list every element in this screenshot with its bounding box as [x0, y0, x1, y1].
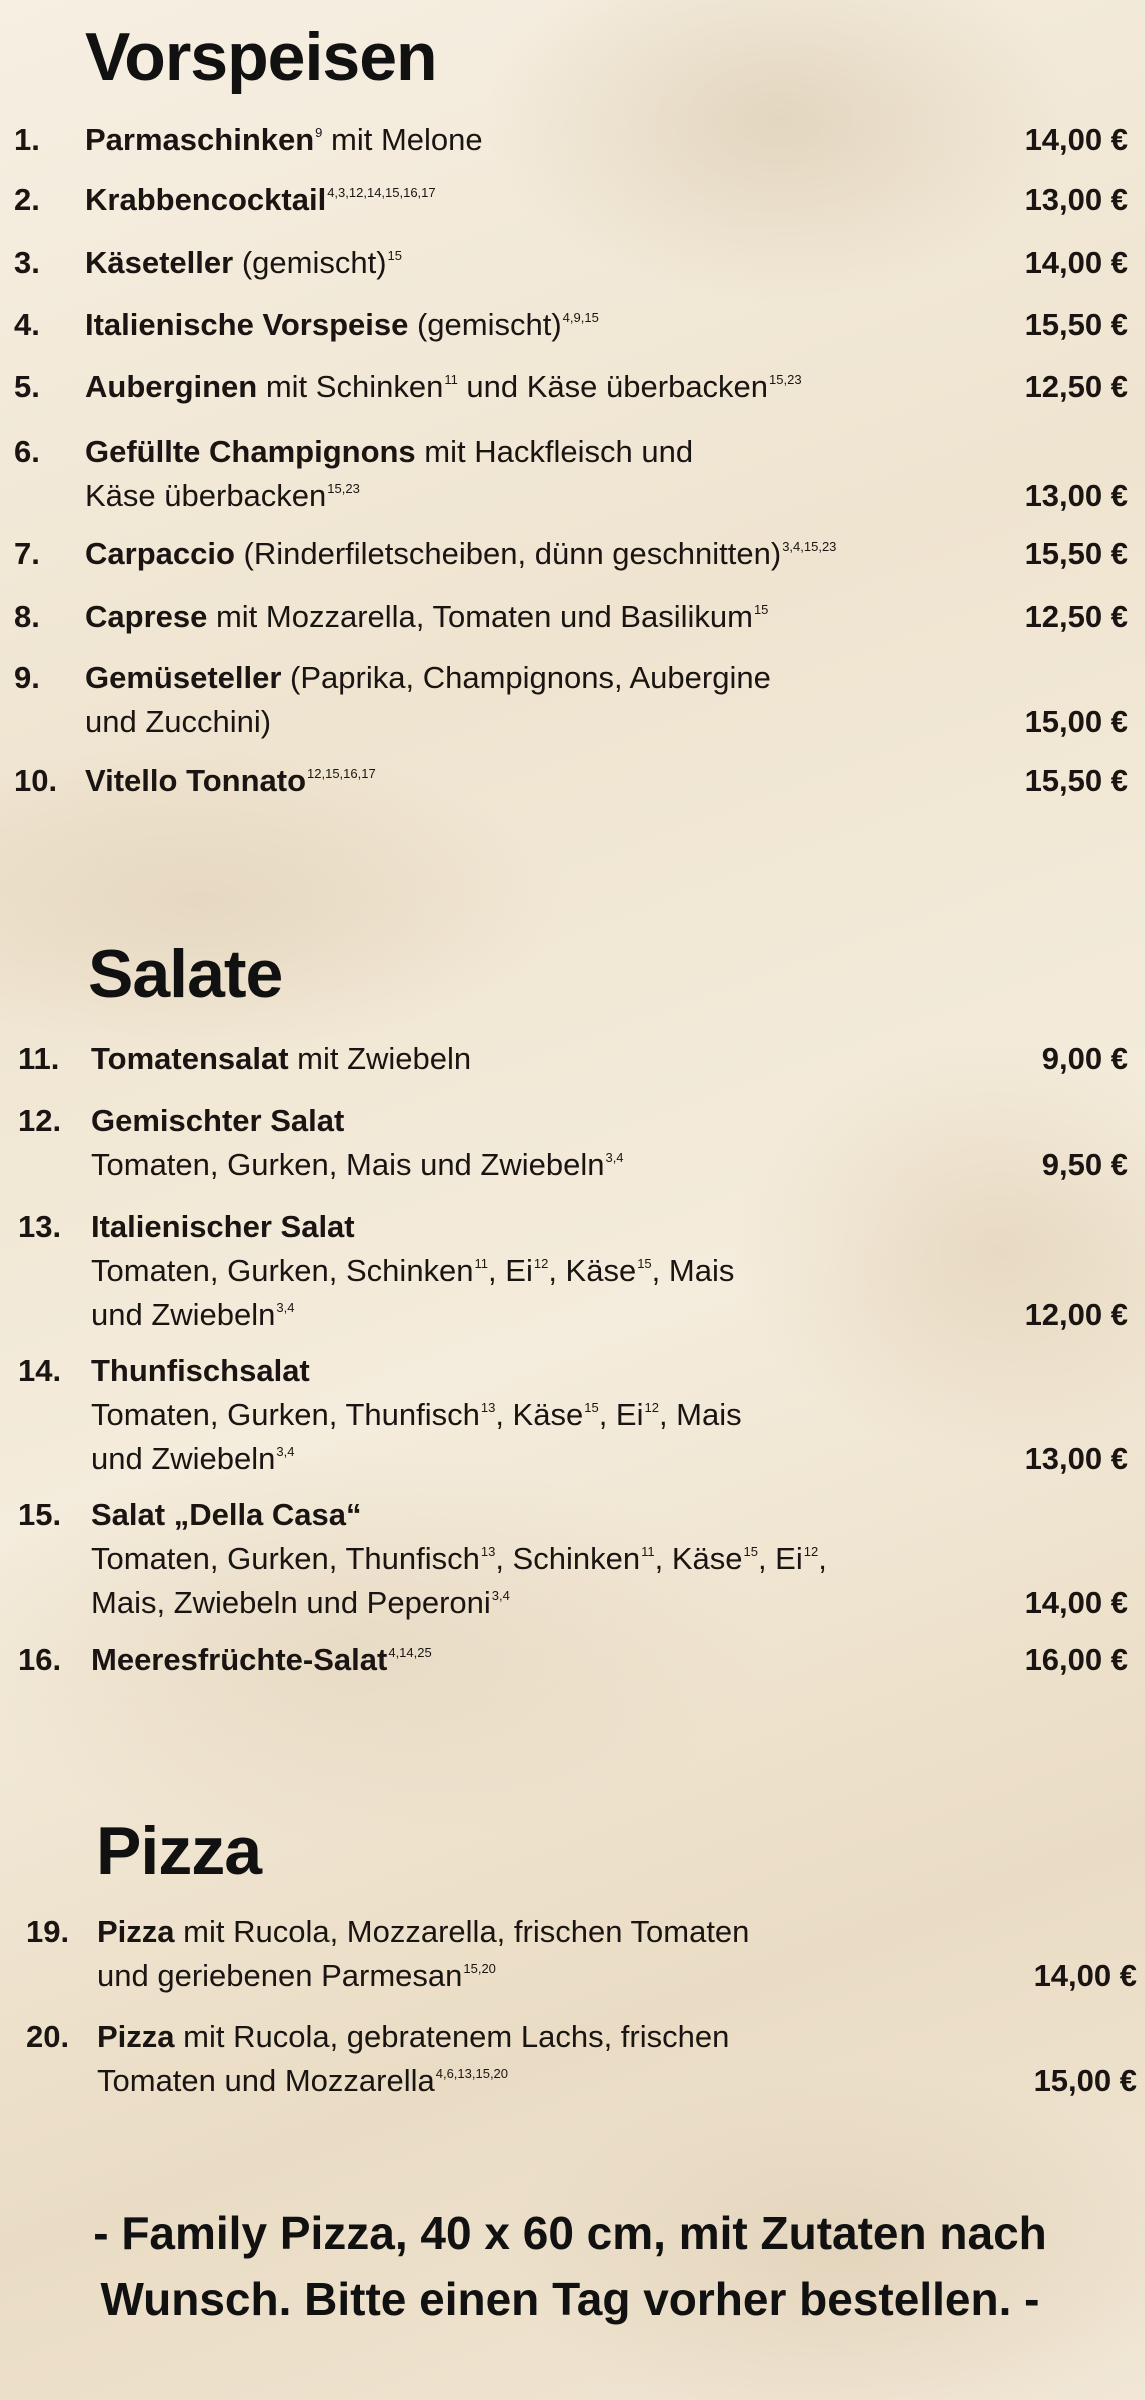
item-number: 15.	[18, 1497, 62, 1532]
item-number: 6.	[14, 434, 40, 469]
item-detail: , Käse	[495, 1397, 584, 1432]
additive-note: 3,4	[276, 1444, 295, 1459]
menu-item	[0, 532, 1145, 576]
item-detail-line2: und geriebenen Parmesan	[97, 1958, 463, 1993]
item-detail: , Mais	[651, 1253, 735, 1288]
item-description	[85, 178, 436, 222]
item-detail-line2: und Zucchini)	[85, 704, 272, 739]
additive-note: 12	[803, 1544, 819, 1559]
additive-note: 3,4	[491, 1588, 510, 1603]
menu-item	[0, 2015, 1145, 2103]
item-description	[85, 303, 599, 347]
menu-item	[0, 365, 1145, 409]
additive-note: 3,4	[276, 1300, 295, 1315]
item-number: 8.	[14, 599, 40, 634]
item-detail: Tomaten, Gurken, Thunfisch	[91, 1541, 480, 1576]
item-detail-line2: Käse überbacken	[85, 478, 327, 513]
item-description	[91, 1638, 432, 1682]
item-description	[91, 1099, 624, 1187]
item-detail: mit Hackfleisch und	[415, 434, 694, 469]
item-detail: (Paprika, Champignons, Aubergine	[281, 660, 771, 695]
item-number: 5.	[14, 369, 40, 404]
item-detail: , Mais	[658, 1397, 742, 1432]
item-detail: (gemischt)	[233, 245, 387, 280]
additive-note: 4,14,25	[388, 1645, 432, 1660]
menu-item	[0, 118, 1145, 162]
menu-item	[0, 1349, 1145, 1481]
item-name: Gefüllte Champignons	[85, 434, 416, 469]
item-number: 10.	[14, 763, 58, 798]
item-number: 2.	[14, 182, 40, 217]
item-name: Thunfischsalat	[91, 1353, 310, 1388]
item-price: 12,00 €	[1024, 1297, 1128, 1332]
menu-item	[0, 178, 1145, 222]
item-detail: , Schinken	[495, 1541, 641, 1576]
additive-note: 9	[315, 125, 323, 140]
item-description	[85, 759, 376, 803]
item-name: Parmaschinken	[85, 122, 315, 157]
item-number: 4.	[14, 307, 40, 342]
item-detail: , Ei	[598, 1397, 644, 1432]
item-detail-line2: Tomaten, Gurken, Mais und Zwiebeln	[91, 1147, 605, 1182]
item-name: Carpaccio	[85, 536, 235, 571]
item-number: 12.	[18, 1103, 62, 1138]
menu-item	[0, 241, 1145, 285]
family-pizza-note	[60, 2200, 1080, 2332]
additive-note: 4,6,13,15,20	[435, 2066, 509, 2081]
item-detail: (gemischt)	[408, 307, 562, 342]
item-name: Tomatensalat	[91, 1041, 289, 1076]
item-price: 15,00 €	[1033, 2063, 1137, 2098]
item-description	[97, 2015, 729, 2103]
item-price: 15,50 €	[1024, 763, 1128, 798]
item-detail: Tomaten, Gurken, Schinken	[91, 1253, 474, 1288]
item-description	[85, 532, 836, 576]
item-detail-line3: und Zwiebeln	[91, 1441, 276, 1476]
item-description	[85, 595, 768, 639]
item-number: 11.	[18, 1041, 60, 1076]
item-description	[97, 1910, 749, 1998]
item-description	[85, 365, 802, 409]
additive-note: 12	[533, 1256, 549, 1271]
item-price: 9,50 €	[1041, 1147, 1128, 1182]
item-name: Caprese	[85, 599, 208, 634]
item-detail: und Käse überbacken	[457, 369, 769, 404]
item-description	[85, 430, 693, 518]
section-title-salate: Salate	[88, 936, 283, 1012]
item-name: Käseteller	[85, 245, 234, 280]
section-title-pizza: Pizza	[96, 1813, 262, 1889]
item-name: Pizza	[97, 2019, 175, 2054]
additive-note: 15	[753, 602, 769, 617]
item-price: 13,00 €	[1024, 1441, 1128, 1476]
item-name: Pizza	[97, 1914, 175, 1949]
additive-note: 3,4,15,23	[782, 539, 837, 554]
item-price: 15,00 €	[1024, 704, 1128, 739]
item-price: 13,00 €	[1024, 478, 1128, 513]
item-detail: mit Rucola, Mozzarella, frischen Tomaten	[174, 1914, 750, 1949]
menu-item	[0, 1493, 1145, 1625]
menu-item	[0, 1638, 1145, 1682]
additive-note: 13	[480, 1544, 496, 1559]
item-number: 9.	[14, 660, 40, 695]
item-detail: , Ei	[488, 1253, 533, 1288]
item-price: 14,00 €	[1033, 1958, 1137, 1993]
additive-note: 4,3,12,14,15,16,17	[327, 185, 436, 200]
item-number: 16.	[18, 1642, 62, 1677]
additive-note: 15,20	[463, 1961, 496, 1976]
item-detail: mit Zwiebeln	[288, 1041, 472, 1076]
additive-note: 15	[743, 1544, 758, 1559]
additive-note: 11	[444, 372, 458, 387]
item-name: Krabbencocktail	[85, 182, 327, 217]
item-price: 15,50 €	[1024, 307, 1128, 342]
item-description	[91, 1493, 827, 1625]
additive-note: 3,4	[605, 1150, 624, 1165]
additive-note: 11	[474, 1256, 489, 1271]
item-price: 16,00 €	[1024, 1642, 1128, 1677]
item-detail: mit Schinken	[257, 369, 444, 404]
item-number: 20.	[26, 2019, 70, 2054]
item-price: 13,00 €	[1024, 182, 1128, 217]
item-number: 14.	[18, 1353, 62, 1388]
additive-note: 15	[584, 1400, 599, 1415]
additive-note: 15	[387, 248, 402, 263]
item-name: Vitello Tonnato	[85, 763, 307, 798]
item-description	[91, 1037, 471, 1081]
item-description	[85, 241, 402, 285]
item-detail: mit Melone	[322, 122, 483, 157]
item-detail: Tomaten, Gurken, Thunfisch	[91, 1397, 480, 1432]
menu-item	[0, 656, 1145, 744]
menu-item	[0, 303, 1145, 347]
item-name: Meeresfrüchte-Salat	[91, 1642, 388, 1677]
item-detail: , Käse	[548, 1253, 637, 1288]
item-detail-line3: und Zwiebeln	[91, 1297, 276, 1332]
item-price: 12,50 €	[1024, 369, 1128, 404]
item-number: 1.	[14, 122, 40, 157]
item-name: Italienische Vorspeise	[85, 307, 409, 342]
item-number: 7.	[14, 536, 40, 571]
menu-item	[0, 595, 1145, 639]
additive-note: 12,15,16,17	[307, 766, 376, 781]
additive-note: 11	[641, 1544, 655, 1559]
item-name: Gemischter Salat	[91, 1103, 345, 1138]
item-detail: , Ei	[757, 1541, 803, 1576]
item-detail-line3: Mais, Zwiebeln und Peperoni	[91, 1585, 491, 1620]
item-description	[85, 118, 483, 162]
item-detail: , Käse	[654, 1541, 743, 1576]
item-name: Italienischer Salat	[91, 1209, 355, 1244]
item-price: 14,00 €	[1024, 1585, 1128, 1620]
item-price: 12,50 €	[1024, 599, 1128, 634]
additive-note: 15	[637, 1256, 652, 1271]
menu-item	[0, 759, 1145, 803]
item-detail: mit Mozzarella, Tomaten und Basilikum	[207, 599, 753, 634]
additive-note: 12	[644, 1400, 659, 1415]
item-description	[85, 656, 771, 744]
item-detail: (Rinderfiletscheiben, dünn geschnitten)	[234, 536, 782, 571]
item-number: 19.	[26, 1914, 70, 1949]
additive-note: 13	[480, 1400, 496, 1415]
additive-note: 15,23	[769, 372, 802, 387]
item-detail: ,	[818, 1541, 827, 1576]
item-price: 14,00 €	[1024, 245, 1128, 280]
item-name: Auberginen	[85, 369, 258, 404]
item-description	[91, 1205, 734, 1337]
section-title-vorspeisen: Vorspeisen	[85, 19, 437, 95]
menu-item	[0, 1099, 1145, 1187]
menu-item	[0, 430, 1145, 518]
family-pizza-note-line2: Wunsch. Bitte einen Tag vorher bestellen. -	[100, 2273, 1040, 2325]
item-detail: mit Rucola, gebratenem Lachs, frischen	[174, 2019, 730, 2054]
item-description	[91, 1349, 742, 1481]
item-name: Gemüseteller	[85, 660, 282, 695]
family-pizza-note-line1: - Family Pizza, 40 x 60 cm, mit Zutaten nach	[93, 2207, 1047, 2259]
additive-note: 15,23	[327, 481, 360, 496]
item-number: 3.	[14, 245, 40, 280]
item-price: 15,50 €	[1024, 536, 1128, 571]
item-detail-line2: Tomaten und Mozzarella	[97, 2063, 435, 2098]
additive-note: 4,9,15	[562, 310, 599, 325]
item-price: 14,00 €	[1024, 122, 1128, 157]
item-number: 13.	[18, 1209, 62, 1244]
menu-item	[0, 1037, 1145, 1081]
menu-item	[0, 1205, 1145, 1337]
item-price: 9,00 €	[1041, 1041, 1128, 1076]
item-name: Salat „Della Casa“	[91, 1497, 362, 1532]
menu-item	[0, 1910, 1145, 1998]
